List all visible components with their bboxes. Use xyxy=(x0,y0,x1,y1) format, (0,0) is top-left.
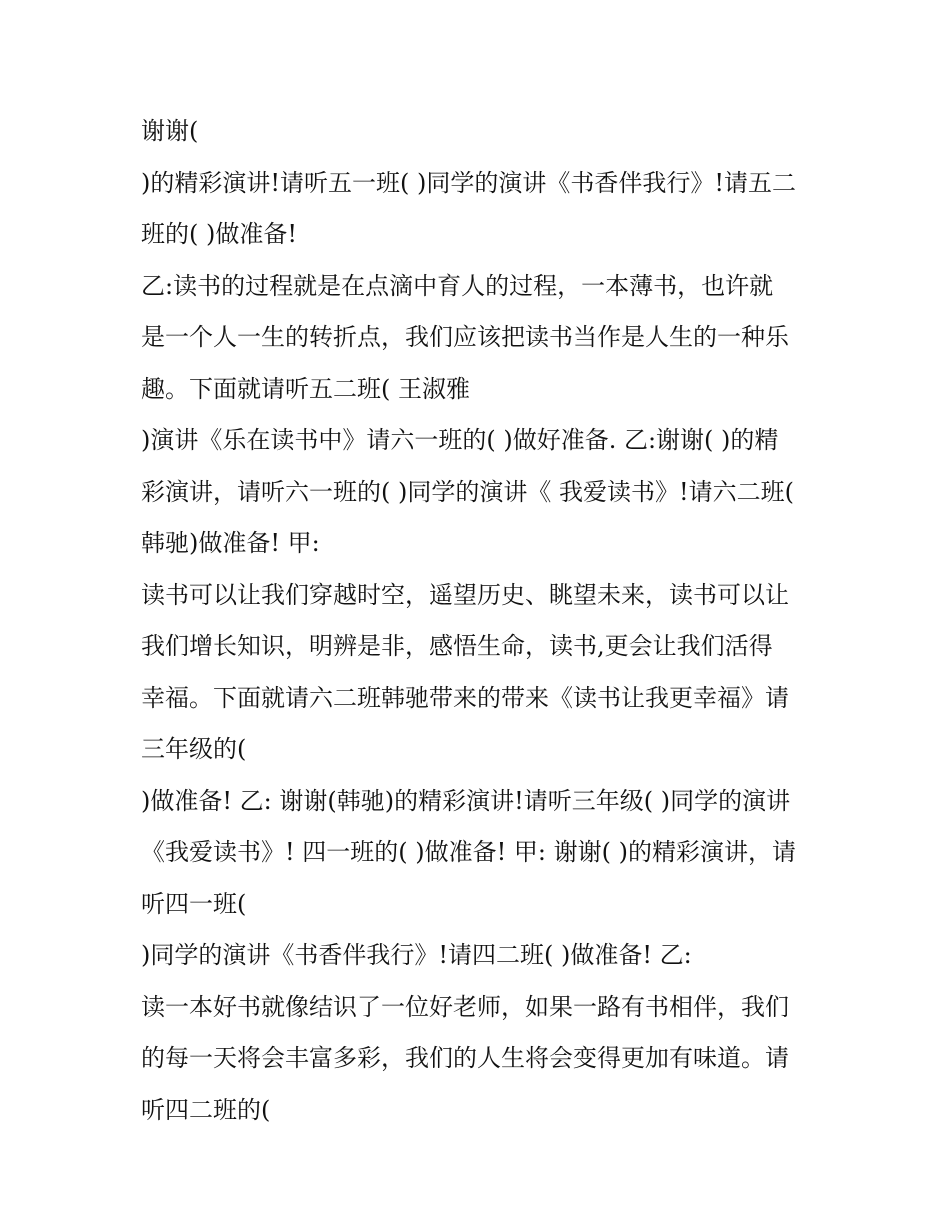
text-line-8: 彩演讲，请听六一班的( )同学的演讲《 我爱读书》!请六二班( xyxy=(141,477,794,506)
text-line-7: )演讲《乐在读书中》请六一班的( )做好准备. 乙:谢谢( )的精 xyxy=(141,426,779,454)
text-line-20: 听四二班的( xyxy=(141,1095,271,1124)
text-line-14: )做准备! 乙: 谢谢(韩驰)的精彩演讲!请听三年级( )同学的演讲 xyxy=(141,786,791,815)
text-line-16: 听四一班( xyxy=(141,889,247,918)
text-line-1: 谢谢( xyxy=(141,117,199,145)
text-line-19: 的每一天将会丰富多彩，我们的人生将会变得更加有味道。请 xyxy=(141,1044,789,1072)
text-line-17: )同学的演讲《书香伴我行》!请四二班( )做准备! 乙: xyxy=(141,941,692,969)
text-line-10: 读书可以让我们穿越时空，遥望历史、眺望未来，读书可以让 xyxy=(141,580,789,609)
text-line-2: )的精彩演讲!请听五一班( )同学的演讲《书香伴我行》!请五二 xyxy=(141,168,797,197)
text-line-4: 乙:读书的过程就是在点滴中育人的过程，一本薄书，也许就 xyxy=(141,271,774,300)
text-line-5: 是一个人一生的转折点，我们应该把读书当作是人生的一种乐 xyxy=(141,323,789,351)
text-line-6: 趣。下面就请听五二班( 王淑雅 xyxy=(141,374,470,403)
text-line-13: 三年级的( xyxy=(141,735,247,763)
text-line-9: 韩驰)做准备! 甲: xyxy=(141,529,320,557)
text-line-11: 我们增长知识，明辨是非，感悟生命，读书,更会让我们活得 xyxy=(141,632,773,660)
text-line-15: 《我爱读书》! 四一班的( )做准备! 甲: 谢谢( )的精彩演讲，请 xyxy=(141,838,796,866)
text-line-18: 读一本好书就像结识了一位好老师，如果一路有书相伴，我们 xyxy=(141,992,789,1021)
text-line-3: 班的( )做准备! xyxy=(141,220,297,248)
text-line-12: 幸福。下面就请六二班韩驰带来的带来《读书让我更幸福》请 xyxy=(141,683,789,712)
document-body xyxy=(141,106,821,1136)
